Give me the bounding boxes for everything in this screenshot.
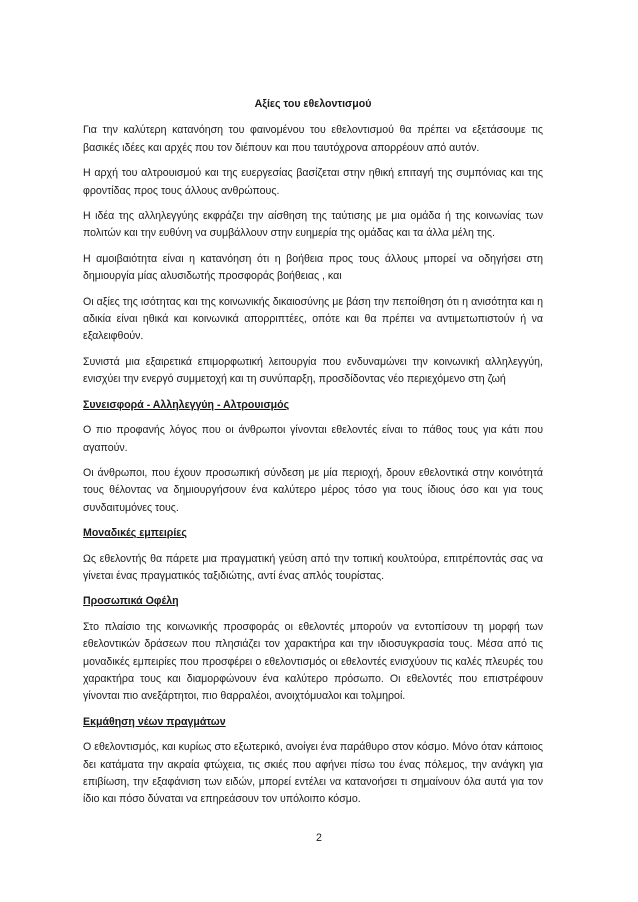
- section-paragraph: Οι άνθρωποι, που έχουν προσωπική σύνδεση με μία περιοχή, δρουν εθελοντικά στην κοινότητά τους θέλοντας να δημιουργήσουν ένα καλύτερο μέρος τόσο για τους ίδιους όσο και για τους συνδαιτυμόνες τους.: [83, 466, 543, 514]
- section-heading-benefits: Προσωπικά Οφέλη: [83, 595, 179, 608]
- intro-paragraph: Για την καλύτερη κατανόηση του φαινομένου του εθελοντισμού θα πρέπει να εξετάσουμε τις βασικές ιδέες και αρχές που τον διέπουν και που ταυτόχρονα απορρέουν από αυτόν.: [83, 124, 543, 154]
- section-heading-experiences: Μοναδικές εμπειρίες: [83, 527, 187, 540]
- section-paragraph: Ως εθελοντής θα πάρετε μια πραγματική γεύση από την τοπική κουλτούρα, επιτρέποντάς σας να γίνεται ένας πραγματικός ταξιδιώτης, αντί ένας απλός τουρίστας.: [83, 552, 543, 582]
- altruism-paragraph: Η αρχή του αλτρουισμού και της ευεργεσίας βασίζεται στην ηθική επιταγή της συμπόνιας και της φροντίδας προς τους άλλους ανθρώπους.: [83, 167, 543, 197]
- page-number: 2: [316, 832, 322, 844]
- equality-paragraph: Οι αξίες της ισότητας και της κοινωνικής δικαιοσύνης με βάση την πεποίθηση ότι η ανισότητα και η αδικία είναι ηθικά και κοινωνικά απορριπτέες, οπότε και θα πρέπει να αντιμετωπιστούν ή να εξαλειφθούν.: [83, 295, 543, 343]
- section-paragraph: Ο εθελοντισμός, και κυρίως στο εξωτερικό, ανοίγει ένα παράθυρο στον κόσμο. Μόνο όταν κάποιος δει κατάματα την ακραία φτώχεια, τις σκιές που αφήνει πίσω του ένας πόλεμος, την ανάγκη για επιβίωση, την εξαφάνιση των ειδών, μπορεί εντέλει να κατανοήσει τι σημαίνουν όλα αυτά για τον ίδιο και πόσο δύναται να επηρεάσουν τον υπόλοιπο κόσμο.: [83, 741, 543, 806]
- section-paragraph: Στο πλαίσιο της κοινωνικής προσφοράς οι εθελοντές μπορούν να εντοπίσουν τη μορφή των εθελοντικών δράσεων που πλησιάζει τον χαρακτήρα και την ιδιοσυγκρασία τους. Μέσα από τις μοναδικές εμπειρίες που προσφέρει ο εθελοντισμός οι εθελοντές ενισχύουν τις καλές πλευρές του χαρακτήρα τους και διαμορφώνουν ένα καλύτερο πρόσωπο. Οι εθελοντές που επιστρέφουν γίνονται πιο ανεξάρτητοι, πιο θαρραλέοι, ανοιχτόμυαλοι και τολμηροί.: [83, 620, 543, 703]
- document-title: Αξίες του εθελοντισμού: [254, 98, 372, 110]
- section-heading-contribution: Συνεισφορά - Αλληλεγγύη - Αλτρουισμός: [83, 398, 290, 411]
- solidarity-paragraph: Η ιδέα της αλληλεγγύης εκφράζει την αίσθηση της ταύτισης με μια ομάδα ή της κοινωνίας των πολιτών και την ευθύνη να συμβάλλουν στην ευημερία της ομάδας και τα άλλα μέλη της.: [83, 210, 543, 240]
- section-heading-learning: Εκμάθηση νέων πραγμάτων: [83, 715, 226, 728]
- section-paragraph: Ο πιο προφανής λόγος που οι άνθρωποι γίνονται εθελοντές είναι το πάθος τους για κάτι που αγαπούν.: [83, 424, 543, 454]
- document-page: [83, 96, 543, 817]
- reciprocity-paragraph: Η αμοιβαιότητα είναι η κατανόηση ότι η βοήθεια προς τους άλλους μπορεί να οδηγήσει στη δημιουργία μίας αλυσιδωτής προσφοράς βοήθειας , και: [83, 252, 543, 283]
- educational-paragraph: Συνιστά μια εξαιρετικά επιμορφωτική λειτουργία που ενδυναμώνει την κοινωνική αλληλεγγύη, ενισχύει την ενεργό συμμετοχή και τη συνύπαρξη, προσδίδοντας νέο περιεχόμενο στη ζωή: [83, 355, 543, 386]
